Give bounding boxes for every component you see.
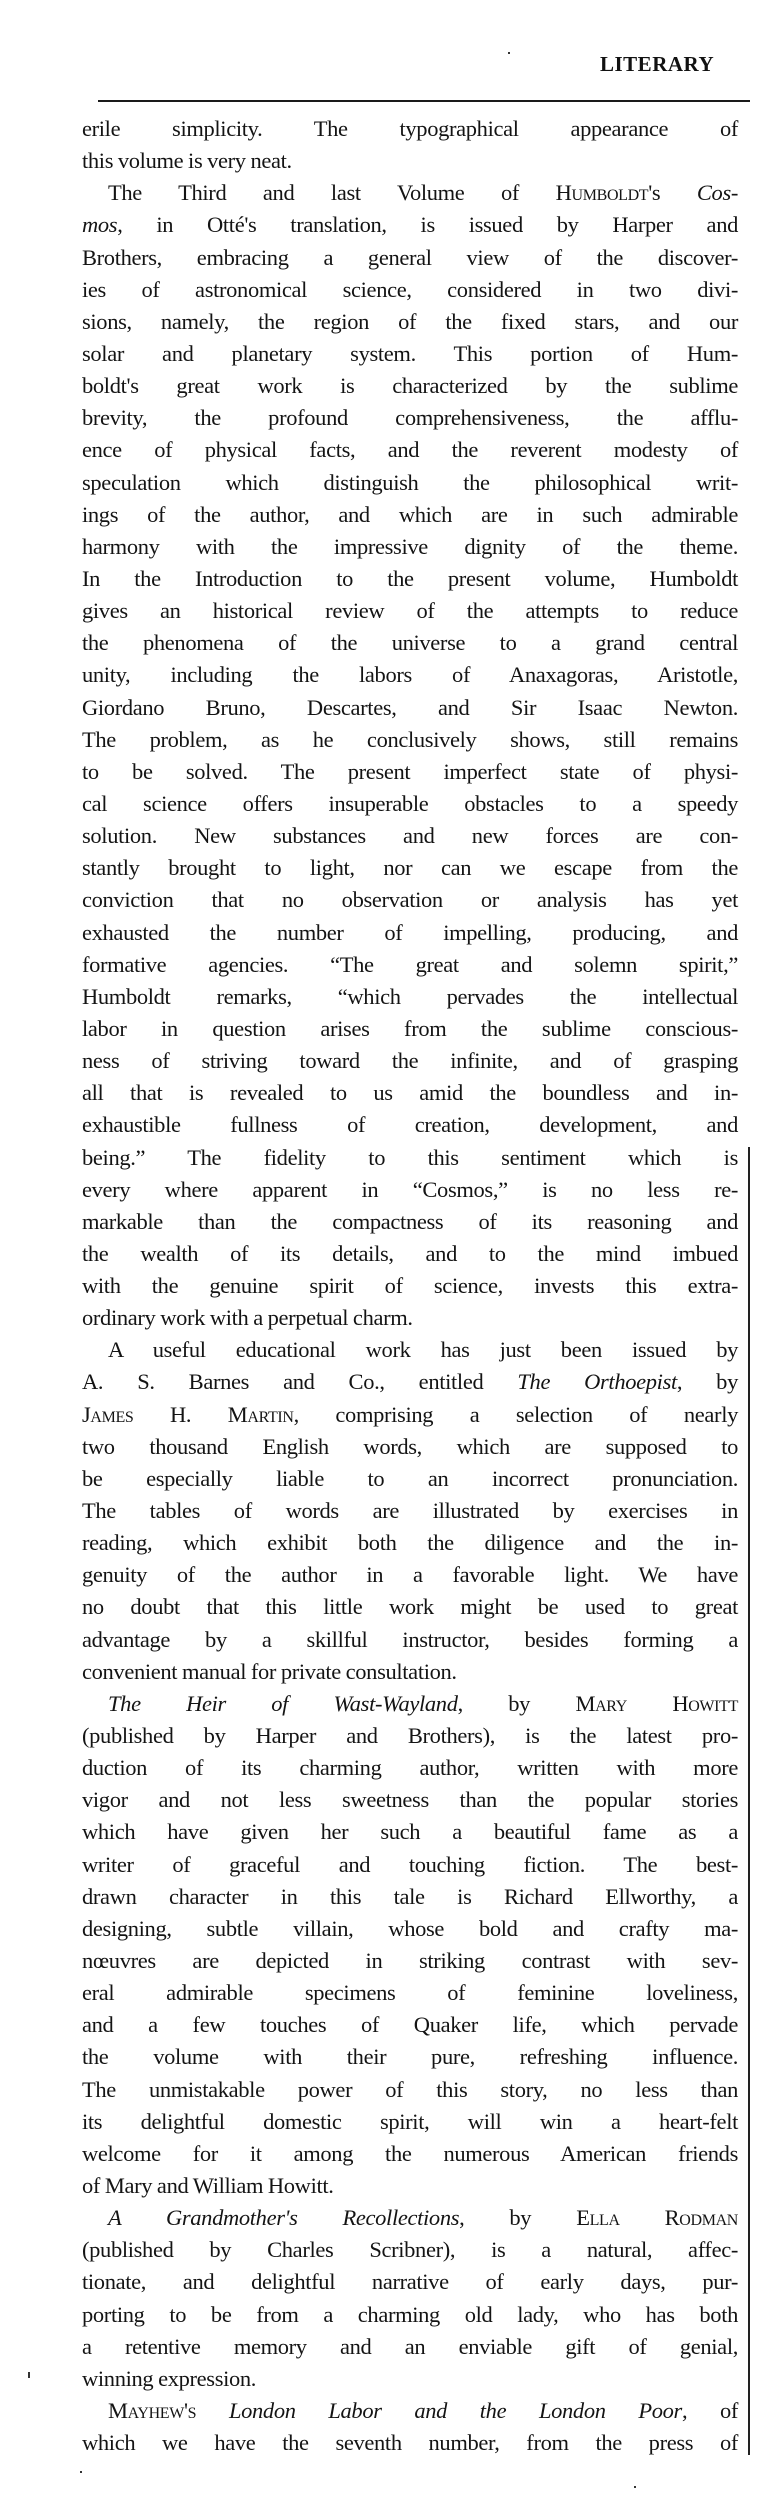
text-line	[82, 1977, 738, 2009]
italic-title: mos	[82, 212, 118, 238]
text-line	[82, 1881, 738, 1913]
text-line	[82, 402, 738, 434]
text-run: 's	[648, 180, 697, 206]
text-line	[82, 1431, 738, 1463]
text-line	[82, 274, 738, 306]
text-line	[82, 2363, 738, 2395]
text-run: unity, including the labors of Anaxagoras, Aristotle,	[82, 662, 738, 688]
text-line	[82, 306, 738, 338]
text-line	[82, 370, 738, 402]
text-line	[82, 209, 738, 241]
text-run: (published by Charles Scribner), is a natural, affec-	[82, 2237, 738, 2263]
text-line	[82, 2299, 738, 2331]
text-run: with the genuine spirit of science, invests this extra-	[82, 1273, 738, 1299]
column-rule	[748, 1147, 750, 2455]
text-line	[82, 1013, 738, 1045]
small-caps-name: Mayhew's	[108, 2397, 197, 2423]
header-rule	[98, 100, 750, 102]
text-run: ness of striving toward the infinite, and of grasping	[82, 1048, 738, 1074]
text-run: , of	[681, 2397, 738, 2423]
text-run: the volume with their pure, refreshing influence.	[82, 2044, 738, 2070]
text-line	[82, 981, 738, 1013]
text-run: Humboldt remarks, “which pervades the intellectual	[82, 983, 738, 1009]
text-run: the wealth of its details, and to the mind imbued	[82, 1240, 738, 1266]
text-run: Giordano Bruno, Descartes, and Sir Isaac Newton.	[82, 694, 738, 720]
text-line	[82, 1784, 738, 1816]
text-run: reading, which exhibit both the diligence and the in-	[82, 1530, 738, 1556]
text-line	[82, 788, 738, 820]
text-run: nœuvres are depicted in striking contrast with sev-	[82, 1948, 738, 1974]
text-line	[82, 1816, 738, 1848]
text-run: duction of its charming author, written with more	[82, 1755, 738, 1781]
text-line	[82, 2138, 738, 2170]
text-run: ordinary work with a perpetual charm.	[82, 1305, 413, 1331]
text-line	[82, 2106, 738, 2138]
text-line	[82, 2170, 738, 2202]
text-run: formative agencies. “The great and solemn spirit,”	[82, 951, 738, 977]
text-line	[82, 1366, 738, 1398]
text-line	[82, 1559, 738, 1591]
text-run: and a few touches of Quaker life, which pervade	[82, 2012, 738, 2038]
text-run: , comprising a selection of nearly	[293, 1401, 738, 1427]
text-line	[82, 917, 738, 949]
text-run: harmony with the impressive dignity of the theme.	[82, 533, 738, 559]
text-run: advantage by a skillful instructor, besides forming a	[82, 1626, 738, 1652]
text-line	[82, 2074, 738, 2106]
text-line	[82, 724, 738, 756]
text-line	[82, 499, 738, 531]
small-caps-name: Humboldt	[555, 180, 649, 206]
text-line	[82, 756, 738, 788]
text-run: welcome for it among the numerous American friends	[82, 2140, 738, 2166]
text-run: brevity, the profound comprehensiveness, the afflu-	[82, 405, 738, 431]
running-head: LITERARY	[600, 52, 715, 76]
text-run: stantly brought to light, nor can we escape from the	[82, 855, 738, 881]
text-line	[82, 820, 738, 852]
text-line	[82, 531, 738, 563]
text-line	[82, 1913, 738, 1945]
text-run: which we have the seventh number, from the press of	[82, 2430, 738, 2456]
text-run: winning expression.	[82, 2365, 257, 2391]
text-run: all that is revealed to us amid the boundless and in-	[82, 1080, 738, 1106]
text-line	[82, 1463, 738, 1495]
text-line	[82, 595, 738, 627]
text-run	[196, 2398, 229, 2423]
text-run: markable than the compactness of its reasoning and	[82, 1208, 738, 1234]
text-run: cal science offers insuperable obstacles to a speedy	[82, 790, 738, 816]
text-run: In the Introduction to the present volume, Humboldt	[82, 565, 738, 591]
text-run: two thousand English words, which are supposed to	[82, 1433, 738, 1459]
text-run: Brothers, embracing a general view of the discover-	[82, 244, 738, 270]
text-run: solar and planetary system. This portion of Hum-	[82, 340, 738, 366]
text-run: The unmistakable power of this story, no less than	[82, 2076, 738, 2102]
text-run: the phenomena of the universe to a grand central	[82, 630, 738, 656]
text-run: labor in question arises from the sublime conscious-	[82, 1015, 738, 1041]
stray-mark	[28, 2372, 30, 2378]
small-caps-name: James H. Martin	[82, 1401, 294, 1427]
stray-mark	[634, 2486, 636, 2488]
text-run: , in Otté's translation, is issued by Harper and	[117, 212, 738, 238]
text-run: The Third and last Volume of	[108, 180, 556, 206]
text-line	[82, 145, 738, 177]
text-line	[82, 2427, 738, 2459]
text-line	[82, 2331, 738, 2363]
text-run: , by	[457, 1690, 576, 1716]
text-run: speculation which distinguish the philosophical writ-	[82, 469, 738, 495]
text-run: its delightful domestic spirit, will win a heart-felt	[82, 2108, 738, 2134]
text-run: no doubt that this little work might be used to great	[82, 1594, 738, 1620]
text-line	[82, 1270, 738, 1302]
text-line	[82, 467, 738, 499]
text-run: being.” The fidelity to this sentiment which is	[82, 1144, 738, 1170]
text-run: which have given her such a beautiful fame as a	[82, 1819, 738, 1845]
text-run: (published by Harper and Brothers), is the latest pro-	[82, 1723, 738, 1749]
text-run: ings of the author, and which are in such admirable	[82, 501, 738, 527]
text-run: conviction that no observation or analysis has yet	[82, 887, 738, 913]
text-run: tionate, and delightful narrative of early days, pur-	[82, 2269, 738, 2295]
text-line	[82, 1945, 738, 1977]
italic-title: The Heir of Wast-Wayland	[108, 1690, 458, 1716]
italic-title: The Orthoepist	[517, 1369, 677, 1395]
text-line	[82, 2266, 738, 2298]
text-line	[82, 1752, 738, 1784]
text-line	[82, 1591, 738, 1623]
text-run: this volume is very neat.	[82, 148, 292, 174]
text-line	[82, 1206, 738, 1238]
text-run: writer of graceful and touching fiction. The best-	[82, 1851, 738, 1877]
small-caps-name: Ella Rodman	[576, 2205, 738, 2231]
text-run: designing, subtle villain, whose bold and crafty ma-	[82, 1915, 738, 1941]
text-run: The tables of words are illustrated by exercises in	[82, 1498, 738, 1524]
text-line	[82, 659, 738, 691]
text-run: ies of astronomical science, considered in two divi-	[82, 276, 738, 302]
text-run: of Mary and William Howitt.	[82, 2173, 334, 2198]
text-run: exhausted the number of impelling, producing, and	[82, 919, 738, 945]
text-run: solution. New substances and new forces are con-	[82, 823, 738, 849]
italic-title: Cos-	[696, 180, 738, 206]
small-caps-name: Mary Howitt	[575, 1690, 738, 1716]
text-line	[82, 2009, 738, 2041]
text-run: be especially liable to an incorrect pronunciation.	[82, 1465, 738, 1491]
text-line	[82, 563, 738, 595]
italic-title: A Grandmother's Recollections	[108, 2205, 460, 2231]
text-line	[82, 1495, 738, 1527]
text-line	[82, 1109, 738, 1141]
text-column	[82, 113, 738, 2459]
text-run: sions, namely, the region of the fixed stars, and our	[82, 308, 738, 334]
text-run: erile simplicity. The typographical appearance of	[82, 116, 738, 141]
stray-mark	[508, 52, 510, 54]
text-run: vigor and not less sweetness than the popular stories	[82, 1787, 738, 1813]
text-run: , by	[459, 2205, 577, 2231]
text-line	[82, 1077, 738, 1109]
text-line	[82, 1174, 738, 1206]
text-line	[82, 1302, 738, 1334]
stray-mark	[80, 2471, 82, 2473]
text-line	[82, 884, 738, 916]
text-run: every where apparent in “Cosmos,” is no less re-	[82, 1176, 738, 1202]
text-run: exhaustible fullness of creation, development, and	[82, 1112, 738, 1138]
text-run: drawn character in this tale is Richard Ellworthy, a	[82, 1883, 738, 1909]
text-run: convenient manual for private consultation.	[82, 1658, 457, 1684]
text-line	[82, 627, 738, 659]
paragraph-first-line	[82, 1334, 738, 1366]
text-line	[82, 1238, 738, 1270]
text-run: boldt's great work is characterized by the sublime	[82, 373, 738, 399]
text-line	[82, 1142, 738, 1174]
text-line	[82, 949, 738, 981]
text-line	[82, 338, 738, 370]
text-run: eral admirable specimens of feminine loveliness,	[82, 1980, 738, 2006]
text-line	[82, 1656, 738, 1688]
text-line	[82, 434, 738, 466]
text-line	[82, 852, 738, 884]
text-line	[82, 2041, 738, 2073]
text-run: a retentive memory and an enviable gift of genial,	[82, 2333, 738, 2359]
paragraph-first-line	[82, 2395, 738, 2427]
text-run: The problem, as he conclusively shows, still remains	[82, 726, 738, 752]
paragraph-first-line	[82, 2202, 738, 2234]
text-run: gives an historical review of the attempts to reduce	[82, 598, 738, 624]
text-run: ence of physical facts, and the reverent modesty of	[82, 437, 738, 463]
text-run: to be solved. The present imperfect state of physi-	[82, 758, 738, 784]
text-line	[82, 1720, 738, 1752]
paragraph-first-line	[82, 1688, 738, 1720]
text-line	[82, 1624, 738, 1656]
text-line	[82, 113, 738, 145]
text-line	[82, 1399, 738, 1431]
text-run: A useful educational work has just been issued by	[108, 1337, 738, 1363]
text-run: , by	[676, 1369, 738, 1395]
text-run: genuity of the author in a favorable light. We have	[82, 1562, 738, 1588]
text-line	[82, 692, 738, 724]
text-run: porting to be from a charming old lady, who has both	[82, 2301, 738, 2327]
text-line	[82, 2234, 738, 2266]
text-line	[82, 242, 738, 274]
paragraph-first-line	[82, 177, 738, 209]
text-line	[82, 1527, 738, 1559]
text-line	[82, 1045, 738, 1077]
text-line	[82, 1849, 738, 1881]
italic-title: London Labor and the London Poor	[228, 2397, 682, 2423]
text-run: A. S. Barnes and Co., entitled	[82, 1369, 518, 1395]
